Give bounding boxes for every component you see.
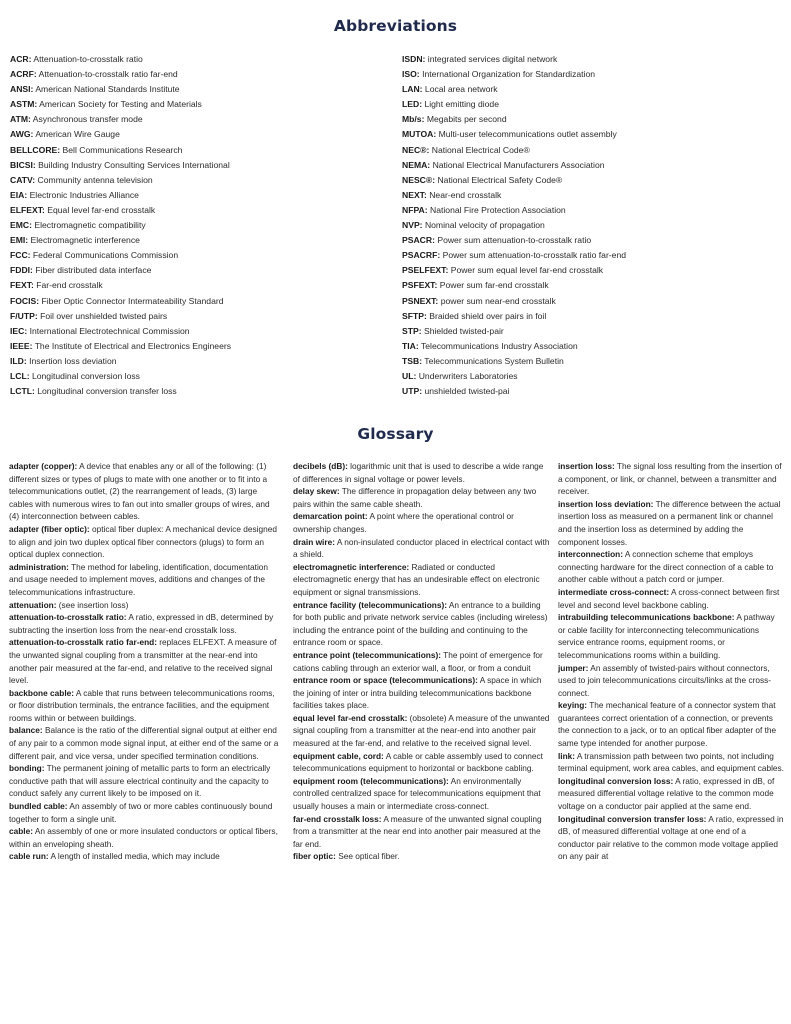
abbreviation-item-term: MUTOA: bbox=[402, 129, 437, 140]
abbreviation-item bbox=[10, 97, 390, 112]
abbreviation-item bbox=[10, 248, 390, 263]
abbreviation-item-definition: Attenuation-to-crosstalk ratio far-end bbox=[38, 69, 178, 80]
abbreviation-item-term: TIA: bbox=[402, 340, 419, 351]
abbreviations-heading: Abbreviations bbox=[333, 17, 458, 35]
abbreviation-item bbox=[10, 52, 390, 67]
glossary-entry bbox=[558, 498, 784, 548]
abbreviation-item-definition: Nominal velocity of propagation bbox=[424, 220, 545, 231]
glossary-entry-definition: An entrance to a building for both public and private network service cables (including wireless) including the entrance point of the building and continuing to the entrance room or space. bbox=[293, 599, 548, 648]
glossary-entry-term: entrance facility (telecommunications): bbox=[293, 599, 447, 610]
abbreviation-item bbox=[10, 294, 390, 309]
glossary-entry-term: intermediate cross-connect: bbox=[558, 586, 670, 597]
glossary-entry bbox=[558, 775, 784, 813]
abbreviation-item-term: FEXT: bbox=[10, 280, 34, 291]
abbreviation-item-term: PSACRF: bbox=[402, 250, 441, 261]
glossary-entry bbox=[9, 724, 279, 762]
abbreviation-item-term: FOCIS: bbox=[10, 295, 40, 306]
abbreviation-item-definition: National Electrical Safety Code® bbox=[437, 174, 563, 185]
glossary-entry-definition: A transmission path between two points, not including terminal equipment, work area cables, and equipment cables. bbox=[558, 750, 784, 774]
glossary-entry-definition: The permanent joining of metallic parts to form an electrically conductive path that will assure electrical continuity and the capacity to conduct safely any current likely to be imposed on it. bbox=[9, 763, 271, 799]
abbreviation-item-term: BELLCORE: bbox=[10, 144, 61, 155]
glossary-entry bbox=[9, 611, 279, 636]
abbreviation-item bbox=[402, 188, 782, 203]
glossary-entry-term: fiber optic: bbox=[293, 851, 336, 862]
abbreviation-item-definition: National Electrical Manufacturers Association bbox=[432, 159, 605, 170]
glossary-entry-term: equipment cable, cord: bbox=[293, 750, 384, 761]
abbreviation-item-definition: Electronic Industries Alliance bbox=[29, 189, 139, 200]
glossary-column-3 bbox=[558, 460, 784, 1024]
abbreviation-item-definition: Attenuation-to-crosstalk ratio bbox=[33, 54, 143, 64]
glossary-entry bbox=[558, 611, 784, 661]
glossary-entry-definition: A cable that runs between telecommunications rooms, or floor distribution terminals, the entrance facilities, and the equipment rooms within or between buildings. bbox=[9, 687, 275, 723]
abbreviation-item-term: IEC: bbox=[10, 325, 28, 336]
abbreviation-item bbox=[402, 158, 782, 173]
abbreviation-item-definition: Longitudinal conversion transfer loss bbox=[37, 386, 177, 397]
abbreviation-item-term: UL: bbox=[402, 370, 417, 381]
glossary-entry-definition: The difference in propagation delay between any two pairs within the same cable sheath. bbox=[293, 486, 537, 509]
abbreviation-item-definition: integrated services digital network bbox=[427, 54, 558, 64]
abbreviation-item bbox=[402, 218, 782, 233]
glossary-entry bbox=[558, 813, 784, 863]
abbreviation-item bbox=[10, 369, 390, 384]
abbreviation-item-definition: Power sum attenuation-to-crosstalk ratio bbox=[437, 235, 592, 246]
glossary-heading: Glossary bbox=[357, 425, 434, 443]
abbreviation-item-definition: Shielded twisted-pair bbox=[423, 325, 504, 336]
abbreviation-item-term: LCL: bbox=[10, 370, 30, 381]
glossary-entry-definition: A device that enables any or all of the following: (1) different sizes or types of plugs to mate with one another or to fit into a telecommunications outlet, (2) the rearrangement of leads, (3) large cables with numerous wires to fan out into smaller groups of wires, and (4) interconnection between cables. bbox=[9, 461, 270, 522]
glossary-entry-definition: A measure of the unwanted signal coupling from a transmitter at the near end into another pair measured at the far end. bbox=[293, 813, 542, 849]
glossary-entry-term: bundled cable: bbox=[9, 801, 68, 812]
glossary-entry-term: keying: bbox=[558, 700, 588, 711]
abbreviation-item-term: ILD: bbox=[10, 355, 27, 366]
glossary-entry-term: drain wire: bbox=[293, 536, 335, 547]
glossary-entry bbox=[293, 850, 550, 863]
glossary-entry-term: cable run: bbox=[9, 851, 49, 862]
abbreviation-item bbox=[402, 354, 782, 369]
abbreviation-item-term: NEC®: bbox=[402, 144, 430, 155]
glossary-entry-definition: logarithmic unit that is used to describe a wide range of differences in signal voltage or power levels. bbox=[293, 461, 544, 484]
glossary-entry-term: bonding: bbox=[9, 763, 45, 774]
abbreviation-item-term: EMC: bbox=[10, 220, 32, 231]
abbreviation-item-term: LED: bbox=[402, 99, 423, 110]
abbreviation-item bbox=[10, 127, 390, 142]
abbreviation-item bbox=[402, 173, 782, 188]
abbreviations-left-column bbox=[10, 52, 390, 399]
abbreviation-item-definition: Equal level far-end crosstalk bbox=[47, 204, 156, 215]
abbreviation-item bbox=[10, 384, 390, 399]
abbreviation-item-definition: Electromagnetic interference bbox=[30, 235, 140, 246]
glossary-entry bbox=[293, 813, 550, 851]
glossary-entry bbox=[293, 599, 550, 649]
glossary-entry-definition: A cross-connect between first level and second level backbone cabling. bbox=[558, 586, 780, 610]
abbreviation-item-definition: American Society for Testing and Materials bbox=[39, 99, 202, 110]
abbreviation-item-term: LAN: bbox=[402, 84, 423, 95]
glossary-entry-term: far-end crosstalk loss: bbox=[293, 813, 382, 824]
glossary-entry-definition: Balance is the ratio of the differential signal output at either end of any pair to a common mode signal input, at either end of the same or a different pair, and vice versa, under specified termination conditions. bbox=[9, 725, 279, 761]
abbreviation-item-definition: Power sum attenuation-to-crosstalk ratio far-end bbox=[442, 250, 627, 261]
glossary-entry bbox=[9, 636, 279, 686]
abbreviation-item-definition: Longitudinal conversion loss bbox=[31, 370, 140, 381]
glossary-entry bbox=[293, 485, 550, 510]
glossary-entry-definition: See optical fiber. bbox=[338, 851, 400, 862]
glossary-entry bbox=[293, 712, 550, 750]
abbreviation-item bbox=[10, 188, 390, 203]
abbreviation-item-term: PSFEXT: bbox=[402, 280, 438, 291]
glossary-entry bbox=[558, 586, 784, 611]
glossary-entry bbox=[9, 561, 279, 599]
abbreviation-item bbox=[402, 143, 782, 158]
abbreviation-item bbox=[10, 203, 390, 218]
glossary-entry-term: attenuation-to-crosstalk ratio far-end: bbox=[9, 637, 157, 648]
glossary-entry-definition: A connection scheme that employs connecting hardware for the direct connection of a cable to another cable without a patch cord or jumper. bbox=[558, 549, 774, 585]
glossary-entry-definition: A length of installed media, which may include bbox=[50, 851, 220, 862]
abbreviation-item-term: NVP: bbox=[402, 220, 423, 231]
abbreviation-item-definition: Underwriters Laboratories bbox=[418, 370, 518, 381]
glossary-entry-term: insertion loss deviation: bbox=[558, 498, 654, 509]
glossary-entry-term: entrance point (telecommunications): bbox=[293, 649, 441, 660]
abbreviation-item bbox=[10, 173, 390, 188]
glossary-entry-definition: (see insertion loss) bbox=[58, 599, 129, 610]
abbreviation-item bbox=[402, 369, 782, 384]
glossary-entry bbox=[9, 460, 279, 523]
abbreviation-item-definition: Telecommunications System Bulletin bbox=[424, 355, 564, 366]
abbreviation-item-definition: The Institute of Electrical and Electronics Engineers bbox=[34, 340, 232, 351]
abbreviation-item bbox=[402, 263, 782, 278]
abbreviation-item-definition: Federal Communications Commission bbox=[32, 250, 179, 261]
glossary-entry-term: demarcation point: bbox=[293, 511, 368, 522]
abbreviation-item bbox=[402, 112, 782, 127]
abbreviation-item-term: BICSI: bbox=[10, 159, 36, 170]
glossary-entry-term: interconnection: bbox=[558, 549, 623, 560]
abbreviation-item-definition: Foil over unshielded twisted pairs bbox=[40, 310, 168, 321]
glossary-entry bbox=[293, 750, 550, 775]
glossary-entry bbox=[9, 825, 279, 850]
glossary-entry-definition: An environmentally controlled centralized space for telecommunications equipment that usually houses a main or intermediate cross-connect. bbox=[293, 775, 541, 812]
abbreviation-item bbox=[10, 263, 390, 278]
glossary-entry bbox=[558, 548, 784, 586]
glossary-column-2 bbox=[293, 460, 550, 1024]
abbreviation-item bbox=[402, 324, 782, 339]
abbreviation-item-definition: Braided shield over pairs in foil bbox=[429, 310, 547, 321]
glossary-entry-term: link: bbox=[558, 750, 576, 761]
glossary-entry-term: attenuation: bbox=[9, 599, 57, 610]
abbreviation-item-term: EMI: bbox=[10, 235, 29, 246]
glossary-entry-term: equal level far-end crosstalk: bbox=[293, 712, 408, 723]
abbreviation-item-term: F/UTP: bbox=[10, 310, 38, 321]
abbreviation-item bbox=[402, 97, 782, 112]
abbreviation-item-definition: American National Standards Institute bbox=[35, 84, 180, 95]
glossary-entry bbox=[9, 687, 279, 725]
abbreviation-item-term: ASTM: bbox=[10, 99, 38, 110]
glossary-entry bbox=[558, 750, 784, 775]
glossary-entry-definition: A cable or cable assembly used to connect telecommunications equipment to horizontal or backbone cabling. bbox=[293, 750, 543, 774]
abbreviation-item-definition: Megabits per second bbox=[426, 114, 507, 125]
abbreviation-item-term: AWG: bbox=[10, 129, 34, 140]
glossary-entry-definition: An assembly of twisted-pairs without connectors, used to join telecommunications circuits/links at the cross-connect. bbox=[558, 662, 772, 698]
glossary-entry bbox=[9, 800, 279, 825]
glossary-entry-definition: optical fiber duplex: A mechanical device designed to align and join two duplex optical fiber connectors (plugs) to form an optical duplex connection. bbox=[9, 523, 277, 560]
abbreviation-item-term: ATM: bbox=[10, 114, 31, 125]
abbreviation-item bbox=[10, 354, 390, 369]
abbreviation-item bbox=[402, 127, 782, 142]
glossary-entry bbox=[293, 460, 550, 485]
abbreviation-item-definition: Building Industry Consulting Services International bbox=[38, 159, 230, 170]
abbreviation-item-term: NEXT: bbox=[402, 189, 427, 200]
glossary-entry bbox=[9, 599, 279, 612]
glossary-entry-term: insertion loss: bbox=[558, 461, 615, 471]
abbreviation-item bbox=[402, 82, 782, 97]
abbreviation-item bbox=[10, 158, 390, 173]
abbreviation-item-definition: Insertion loss deviation bbox=[29, 355, 117, 366]
glossary-entry-term: adapter (copper): bbox=[9, 461, 78, 471]
abbreviation-item-definition: Telecommunications Industry Association bbox=[420, 340, 578, 351]
abbreviation-item-term: LCTL: bbox=[10, 386, 35, 397]
abbreviation-item bbox=[402, 233, 782, 248]
abbreviation-item-term: ISDN: bbox=[402, 54, 426, 64]
abbreviation-item bbox=[402, 294, 782, 309]
abbreviation-item bbox=[10, 82, 390, 97]
glossary-entry-term: equipment room (telecommunications): bbox=[293, 775, 449, 786]
abbreviation-item-definition: Fiber Optic Connector Intermateability Standard bbox=[41, 295, 224, 306]
glossary-entry-definition: A pathway or cable facility for interconnecting telecommunications service entrance rooms, equipment rooms, or telecommunications rooms within a building. bbox=[558, 612, 775, 660]
glossary-entry-definition: The difference between the actual insertion loss as measured on a permanent link or channel and the insertion loss as determined by adding the component losses. bbox=[558, 498, 781, 547]
glossary-entry-definition: A space in which the joining of inter or intra building telecommunications backbone facilities takes place. bbox=[293, 675, 542, 711]
glossary-entry bbox=[9, 523, 279, 561]
abbreviation-item-term: IEEE: bbox=[10, 340, 33, 351]
abbreviation-item-term: ANSI: bbox=[10, 84, 34, 95]
abbreviation-item-term: ISO: bbox=[402, 69, 420, 80]
abbreviation-item-term: PSNEXT: bbox=[402, 295, 439, 306]
abbreviation-item-definition: Community antenna television bbox=[37, 174, 153, 185]
abbreviation-item-term: ACR: bbox=[10, 54, 32, 64]
abbreviations-right-column bbox=[402, 52, 782, 399]
abbreviation-item bbox=[402, 339, 782, 354]
abbreviation-item-definition: Light emitting diode bbox=[424, 99, 499, 110]
glossary-entry-term: balance: bbox=[9, 725, 43, 736]
abbreviation-item-term: NESC®: bbox=[402, 174, 436, 185]
abbreviation-item-term: ELFEXT: bbox=[10, 204, 45, 215]
glossary-entry-term: administration: bbox=[9, 561, 69, 572]
glossary-entry-definition: The point of emergence for cations cabling through an exterior wall, a floor, or from a conduit bbox=[293, 649, 543, 673]
abbreviation-item-term: FDDI: bbox=[10, 265, 33, 276]
glossary-entry bbox=[9, 762, 279, 800]
abbreviation-item-definition: International Organization for Standardization bbox=[422, 69, 595, 80]
abbreviation-item bbox=[10, 67, 390, 82]
abbreviation-item-term: Mb/s: bbox=[402, 114, 425, 125]
abbreviation-item bbox=[10, 324, 390, 339]
abbreviation-item bbox=[10, 233, 390, 248]
abbreviation-item bbox=[10, 339, 390, 354]
abbreviation-item bbox=[402, 384, 782, 399]
abbreviation-item-term: PSACR: bbox=[402, 235, 435, 246]
abbreviation-item-term: TSB: bbox=[402, 355, 423, 366]
glossary-entry bbox=[558, 662, 784, 700]
glossary-entry bbox=[293, 775, 550, 813]
glossary-entry bbox=[293, 674, 550, 712]
glossary-entry-definition: A point where the operational control or ownership changes. bbox=[293, 511, 514, 534]
glossary-entry bbox=[9, 850, 279, 863]
glossary-entry-definition: The mechanical feature of a connector system that guarantees correct orientation of a connection, or prevents the connection to a jack, or to an optical fiber adapter of the same type intended for another purpose. bbox=[558, 700, 777, 749]
abbreviation-item-definition: Bell Communications Research bbox=[62, 144, 183, 155]
glossary-entry-definition: (obsolete) A measure of the unwanted signal coupling from a transmitter at the near-end into another pair measured at the far-end, and relative to the received signal level. bbox=[293, 712, 550, 749]
abbreviation-item bbox=[402, 248, 782, 263]
glossary-entry-definition: A ratio, expressed in dB, determined by subtracting the insertion loss from the near-end crosstalk loss. bbox=[9, 612, 274, 635]
abbreviation-item-definition: Electromagnetic compatibility bbox=[34, 220, 146, 231]
glossary-entry-definition: The method for labeling, identification, documentation and usage needed to implement moves, additions and changes of the telecommunications infrastructure. bbox=[9, 561, 269, 597]
abbreviation-item-term: STP: bbox=[402, 325, 422, 336]
glossary-entry-term: longitudinal conversion loss: bbox=[558, 775, 674, 786]
glossary-entry-term: decibels (dB): bbox=[293, 461, 348, 471]
abbreviation-item-definition: National Fire Protection Association bbox=[430, 204, 566, 215]
glossary-entry bbox=[293, 510, 550, 535]
abbreviation-item bbox=[10, 112, 390, 127]
abbreviation-item bbox=[10, 143, 390, 158]
abbreviation-item bbox=[402, 278, 782, 293]
abbreviation-item-term: UTP: bbox=[402, 386, 423, 397]
glossary-entry-definition: Radiated or conducted electromagnetic energy that has an undesirable effect on electronic equipment or signal transmissions. bbox=[293, 561, 540, 597]
glossary-entry-term: delay skew: bbox=[293, 486, 340, 497]
glossary-entry bbox=[293, 649, 550, 674]
glossary-entry-term: adapter (fiber optic): bbox=[9, 523, 90, 534]
glossary-entry-definition: An assembly of one or more insulated conductors or optical fibers, within an enveloping sheath. bbox=[9, 826, 278, 849]
glossary-entry-term: jumper: bbox=[558, 662, 589, 673]
abbreviation-item-definition: unshielded twisted-pai bbox=[424, 386, 510, 397]
glossary-entry-definition: replaces ELFEXT. A measure of the unwanted signal coupling from a transmitter at the near-end into another pair measured at the far-end, and relative to the received signal level. bbox=[9, 637, 277, 686]
abbreviation-item bbox=[10, 218, 390, 233]
abbreviation-item-term: NFPA: bbox=[402, 204, 428, 215]
glossary-entry bbox=[293, 561, 550, 599]
abbreviation-item-term: FCC: bbox=[10, 250, 31, 261]
abbreviation-item-term: SFTP: bbox=[402, 310, 427, 321]
glossary-entry-definition: A ratio, expressed in dB, of measured differential voltage relative to the common mode voltage on a conductor pair applied at the same end. bbox=[558, 775, 775, 812]
abbreviation-item-term: CATV: bbox=[10, 174, 36, 185]
glossary-entry bbox=[293, 536, 550, 561]
abbreviation-item-term: EIA: bbox=[10, 189, 28, 200]
glossary-entry-definition: A non-insulated conductor placed in electrical contact with a shield. bbox=[293, 536, 550, 560]
abbreviation-item bbox=[10, 278, 390, 293]
abbreviation-item-definition: Power sum equal level far-end crosstalk bbox=[450, 265, 604, 276]
abbreviation-item-term: ACRF: bbox=[10, 69, 37, 80]
abbreviation-item bbox=[402, 203, 782, 218]
abbreviation-item-definition: Multi-user telecommunications outlet assembly bbox=[438, 129, 617, 140]
glossary-entry-term: backbone cable: bbox=[9, 687, 75, 698]
glossary-entry bbox=[558, 460, 784, 498]
abbreviation-item-definition: Local area network bbox=[424, 84, 498, 95]
glossary-entry-term: intrabuilding telecommunications backbone: bbox=[558, 612, 735, 623]
abbreviation-item-definition: power sum near-end crosstalk bbox=[440, 295, 556, 306]
abbreviation-item-definition: American Wire Gauge bbox=[35, 129, 120, 140]
glossary-entry-term: entrance room or space (telecommunications): bbox=[293, 675, 478, 686]
glossary-entry-term: electromagnetic interference: bbox=[293, 561, 410, 572]
glossary-entry-term: cable: bbox=[9, 826, 33, 837]
abbreviation-item-definition: International Electrotechnical Commission bbox=[29, 325, 190, 336]
glossary-entry-definition: A ratio, expressed in dB, of measured differential voltage at one end of a conductor pair relative to the common mode voltage applied on any pair at bbox=[558, 813, 784, 862]
glossary-entry-definition: An assembly of two or more cables continuously bound together to form a single unit. bbox=[9, 801, 273, 824]
abbreviation-item-definition: Near-end crosstalk bbox=[429, 189, 502, 200]
abbreviation-item-term: NEMA: bbox=[402, 159, 431, 170]
abbreviation-item bbox=[10, 309, 390, 324]
abbreviation-item bbox=[402, 309, 782, 324]
glossary-entry-term: attenuation-to-crosstalk ratio: bbox=[9, 612, 127, 623]
glossary-column-1 bbox=[9, 460, 279, 1024]
abbreviation-item-term: PSELFEXT: bbox=[402, 265, 449, 276]
abbreviation-item-definition: Asynchronous transfer mode bbox=[32, 114, 143, 125]
abbreviation-item-definition: Far-end crosstalk bbox=[36, 280, 103, 291]
glossary-entry bbox=[558, 699, 784, 749]
abbreviation-item-definition: National Electrical Code® bbox=[431, 144, 530, 155]
abbreviation-item-definition: Power sum far-end crosstalk bbox=[439, 280, 549, 291]
glossary-entry-term: longitudinal conversion transfer loss: bbox=[558, 813, 707, 824]
abbreviation-item bbox=[402, 52, 782, 67]
abbreviation-item-definition: Fiber distributed data interface bbox=[35, 265, 152, 276]
glossary-entry-definition: The signal loss resulting from the insertion of a component, or link, or channel, between a transmitter and receiver. bbox=[558, 461, 782, 497]
abbreviation-item bbox=[402, 67, 782, 82]
